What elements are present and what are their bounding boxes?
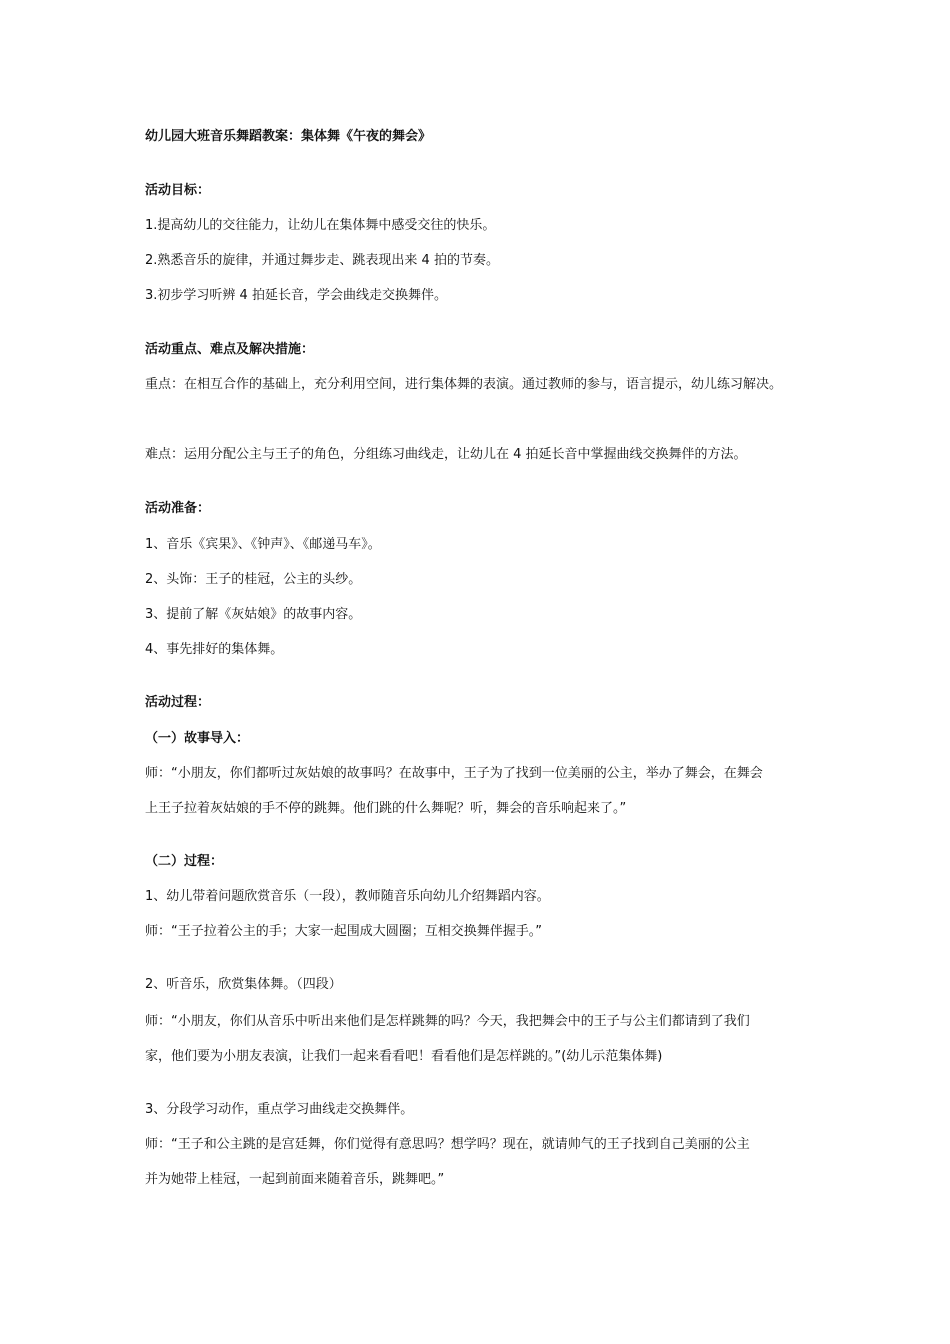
step2-title: 2、听音乐，欣赏集体舞。（四段）: [145, 977, 342, 992]
document-title: 幼儿园大班音乐舞蹈教案：集体舞《午夜的舞会》: [145, 129, 432, 144]
part1-heading: （一）故事导入：: [145, 731, 250, 746]
step2-line-1: 师：“小朋友，你们从音乐中听出来他们是怎样跳舞的吗？今天，我把舞会中的王子与公主们都请到了我们: [145, 1014, 750, 1029]
preparation-heading: 活动准备：: [145, 501, 211, 516]
preparation-item-3: 3、提前了解《灰姑娘》的故事内容。: [145, 607, 362, 622]
part1-line-2: 上王子拉着灰姑娘的手不停的跳舞。他们跳的什么舞呢？听，舞会的音乐响起来了。”: [145, 801, 627, 816]
part2-heading: （二）过程：: [145, 854, 224, 869]
preparation-item-4: 4、事先排好的集体舞。: [145, 642, 284, 657]
step1-title: 1、幼儿带着问题欣赏音乐（一段），教师随音乐向幼儿介绍舞蹈内容。: [145, 889, 550, 904]
goal-item-3: 3.初步学习听辨 4 拍延长音，学会曲线走交换舞伴。: [145, 288, 447, 303]
process-heading: 活动过程：: [145, 695, 211, 710]
goal-item-1: 1.提高幼儿的交往能力，让幼儿在集体舞中感受交往的快乐。: [145, 218, 496, 233]
preparation-item-2: 2、头饰：王子的桂冠，公主的头纱。: [145, 572, 362, 587]
difficulty-text: 难点：运用分配公主与王子的角色，分组练习曲线走，让幼儿在 4 拍延长音中掌握曲线交换舞伴的方法。: [145, 447, 747, 462]
step1-line-1: 师：“王子拉着公主的手；大家一起围成大圆圈；互相交换舞伴握手。”: [145, 924, 542, 939]
preparation-item-1: 1、音乐《宾果》、《钟声》、《邮递马车》。: [145, 537, 381, 552]
step3-line-1: 师：“王子和公主跳的是宫廷舞，你们觉得有意思吗？想学吗？现在，就请帅气的王子找到自己美丽的公主: [145, 1137, 750, 1152]
focus-text: 重点：在相互合作的基础上，充分利用空间，进行集体舞的表演。通过教师的参与，语言提示，幼儿练习解决。: [145, 377, 783, 392]
goal-item-2: 2.熟悉音乐的旋律，并通过舞步走、跳表现出来 4 拍的节奏。: [145, 253, 499, 268]
step3-title: 3、分段学习动作，重点学习曲线走交换舞伴。: [145, 1102, 414, 1117]
part1-line-1: 师：“小朋友，你们都听过灰姑娘的故事吗？在故事中，王子为了找到一位美丽的公主，举办了舞会，在舞会: [145, 766, 763, 781]
key-points-heading: 活动重点、难点及解决措施：: [145, 342, 315, 357]
step2-line-2: 家，他们要为小朋友表演，让我们一起来看看吧！看看他们是怎样跳的。”(幼儿示范集体舞): [145, 1049, 663, 1064]
goals-heading: 活动目标：: [145, 183, 211, 198]
step3-line-2: 并为她带上桂冠，一起到前面来随着音乐，跳舞吧。”: [145, 1172, 445, 1187]
